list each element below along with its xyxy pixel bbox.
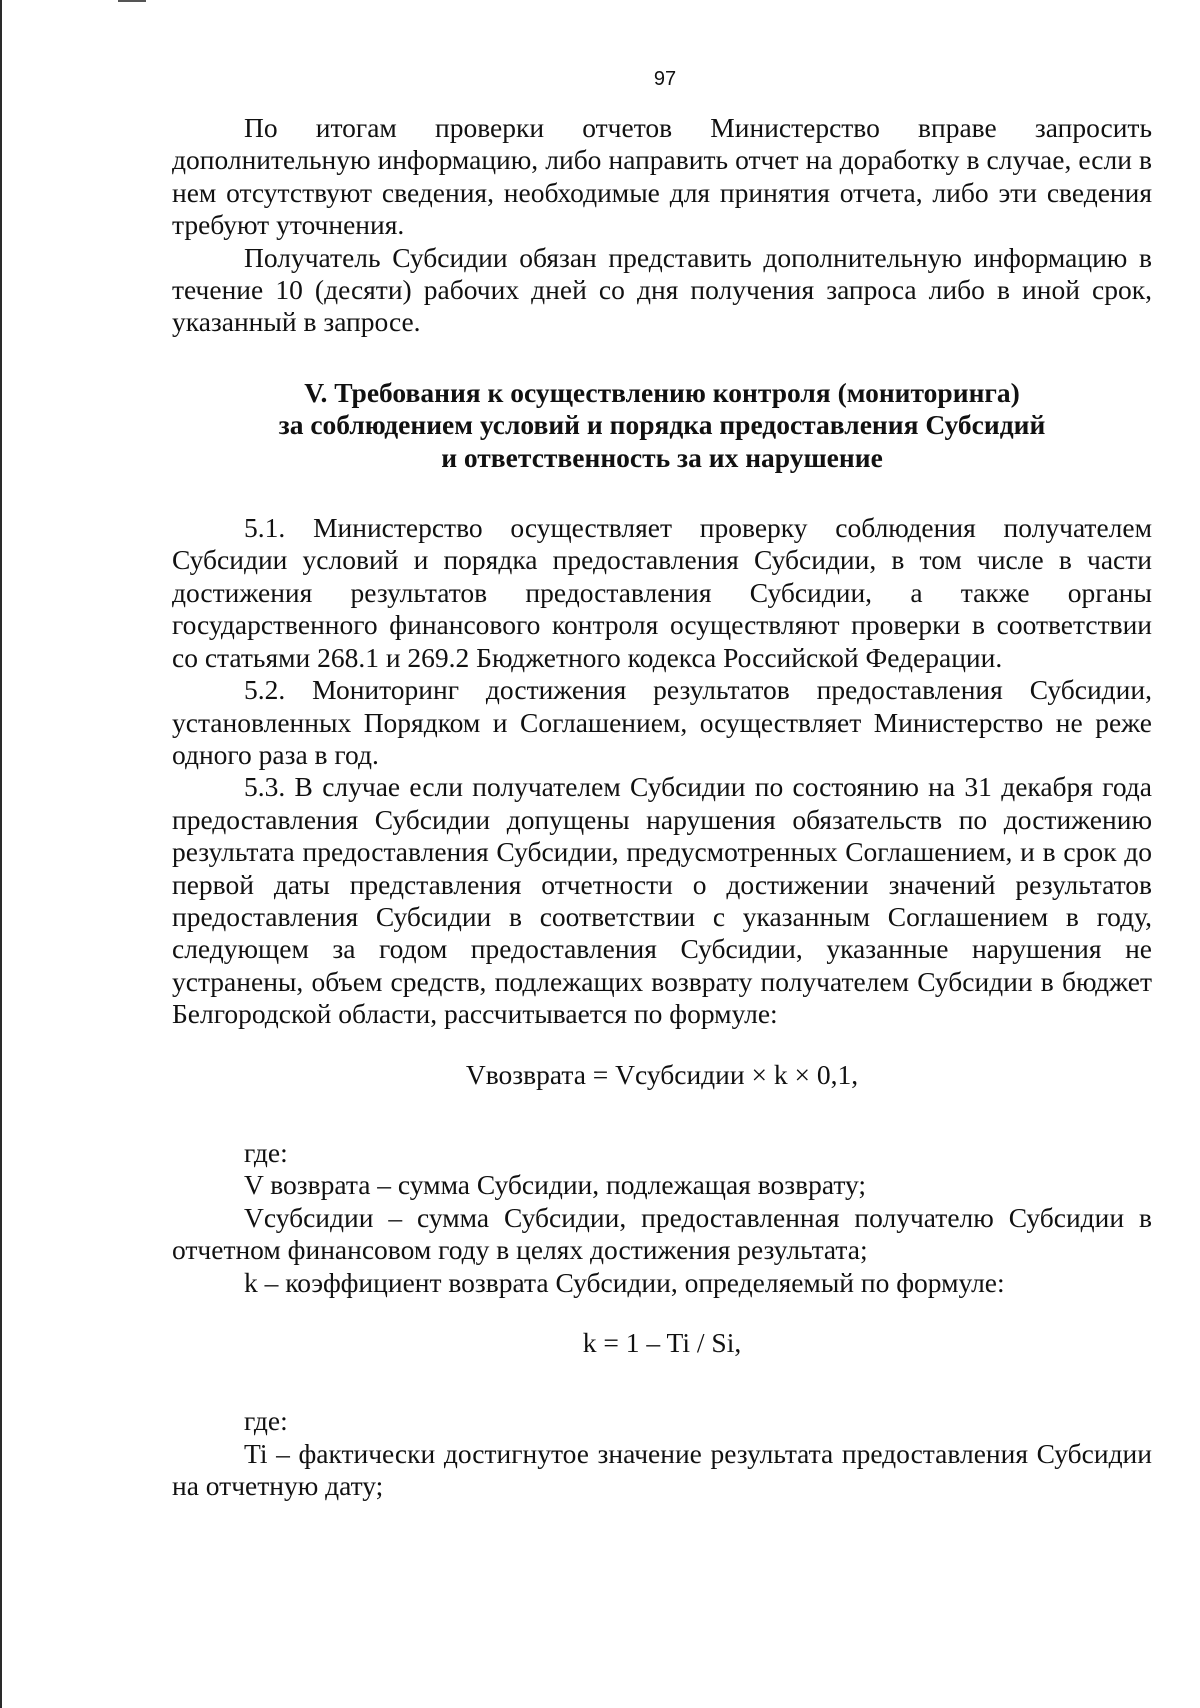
where-label-2: где: [244, 1405, 288, 1437]
definition-ti: Ti – фактически достигнутое значение результата предоставления Субсидии на отчетную дату; [172, 1437, 1152, 1502]
paragraph-additional-info: Получатель Субсидии обязан представить дополнительную информацию в течение 10 (десяти) рабочих дней со дня получения запроса либо в иной срок, указанный в запросе. [172, 241, 1152, 338]
scan-left-edge [0, 0, 2, 1708]
scan-top-mark [118, 0, 146, 2]
clause-5-1: 5.1. Министерство осуществляет проверку соблюдения получателем Субсидии условий и порядка предоставления Субсидии, в том числе в части достижения результатов предоставления Субсидии, а также органы государственного финансового контроля осуществляют проверки в соответствии со статьями 268.1 и 269.2 Бюджетного кодекса Российской Федерации. [172, 512, 1152, 673]
formula-coefficient-k: k = 1 – Ti / Si, [582, 1327, 742, 1358]
section-heading-line-1: V. Требования к осуществлению контроля (мониторинга) [304, 376, 1020, 408]
section-heading-line-2: за соблюдением условий и порядка предоставления Субсидий [278, 409, 1046, 441]
section-heading-line-3: и ответственность за их нарушение [441, 441, 883, 473]
definition-k: k – коэффициент возврата Субсидии, определяемый по формуле: [244, 1266, 1005, 1298]
definition-v-return: V возврата – сумма Субсидии, подлежащая возврату; [244, 1169, 867, 1201]
section-heading [172, 377, 1152, 474]
clause-5-2: 5.2. Мониторинг достижения результатов предоставления Субсидии, установленных Порядком и Соглашением, осуществляет Министерство не реже одного раза в год. [172, 674, 1152, 770]
page-number: 97 [653, 68, 677, 90]
definition-v-subsidy: Vсубсидии – сумма Субсидии, предоставленная получателю Субсидии в отчетном финансовом году в целях достижения результата; [172, 1201, 1152, 1266]
where-label-1: где: [244, 1136, 288, 1168]
formula-return-volume: Vвозврата = Vсубсидии × k × 0,1, [465, 1058, 859, 1090]
clause-5-3: 5.3. В случае если получателем Субсидии по состоянию на 31 декабря года предоставления Субсидии допущены нарушения обязательств по достижению результата предоставления Субсидии, предусмотренных Соглашением, и в срок до первой даты представления отчетности о достижении значений результатов предоставления Субсидии в соответствии с указанным Соглашением в году, следующем за годом предоставления Субсидии, указанные нарушения не устранены, объем средств, подлежащих возврату получателем Субсидии в бюджет Белгородской области, рассчитывается по формуле: [172, 771, 1152, 1030]
document-body [172, 112, 1152, 1503]
paragraph-review-results: По итогам проверки отчетов Министерство вправе запросить дополнительную информацию, либо направить отчет на доработку в случае, если в нем отсутствуют сведения, необходимые для принятия отчета, либо эти сведения требуют уточнения. [172, 112, 1152, 241]
